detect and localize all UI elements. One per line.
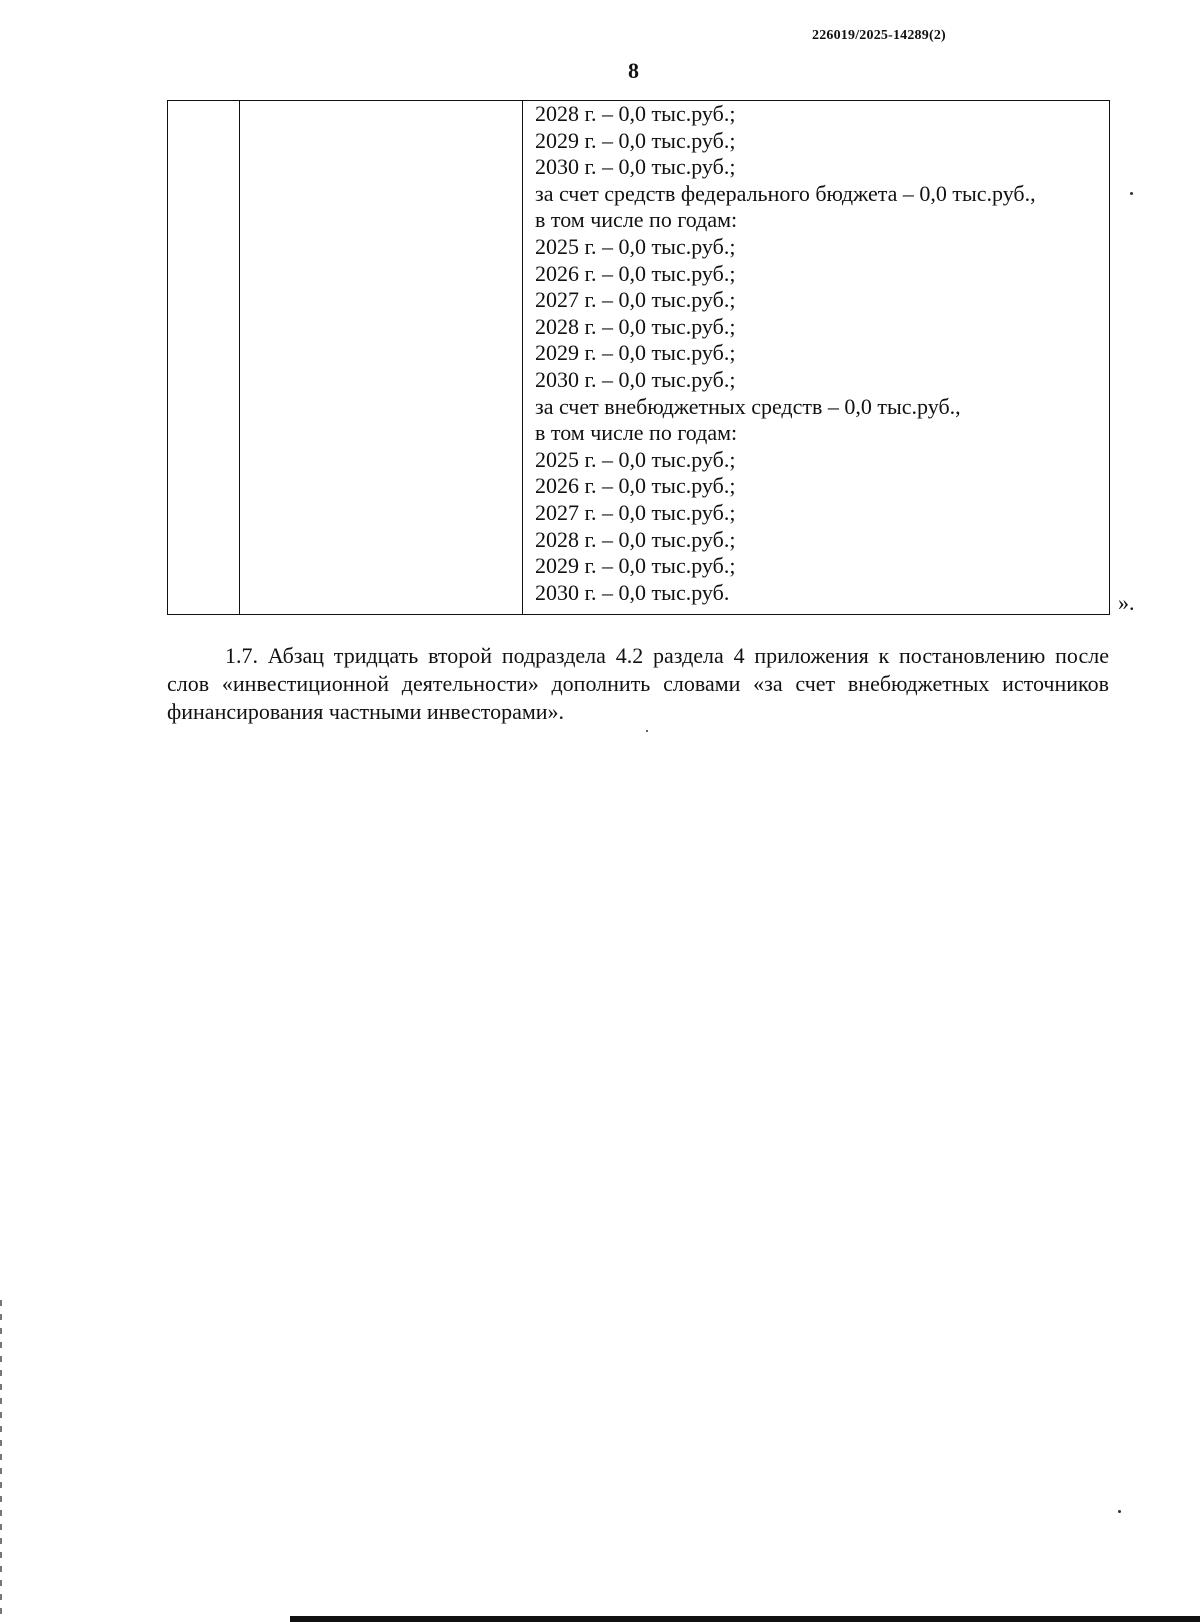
scan-edge-bottom	[290, 1616, 1200, 1622]
financing-line: за счет средств федерального бюджета – 0,0 тыс.руб.,	[535, 180, 1036, 206]
page-number: 8	[628, 58, 639, 83]
financing-lines	[523, 101, 1109, 606]
financing-line: 2025 г. – 0,0 тыс.руб.;	[535, 233, 736, 259]
financing-line: 2029 г. – 0,0 тыс.руб.;	[535, 340, 736, 366]
financing-line: 2028 г. – 0,0 тыс.руб.;	[535, 101, 736, 126]
financing-line: 2030 г. – 0,0 тыс.руб.	[535, 579, 730, 605]
financing-line: в том числе по годам:	[535, 207, 738, 233]
financing-line: 2026 г. – 0,0 тыс.руб.;	[535, 473, 736, 499]
table-cell-financing	[523, 101, 1110, 615]
financing-line: 2026 г. – 0,0 тыс.руб.;	[535, 260, 736, 286]
amendment-paragraph: 1.7. Абзац тридцать второй подраздела 4.2 раздела 4 приложения к постановлению после слов «инвестиционной деятельности» дополнить словами «за счет внебюджетных источников финансирования частными инвесторами».	[167, 643, 1109, 724]
financing-line: 2025 г. – 0,0 тыс.руб.;	[535, 446, 736, 472]
scan-speck	[1130, 192, 1133, 195]
financing-line: 2030 г. – 0,0 тыс.руб.;	[535, 366, 736, 392]
financing-line: 2029 г. – 0,0 тыс.руб.;	[535, 553, 736, 579]
financing-line: 2028 г. – 0,0 тыс.руб.;	[535, 526, 736, 552]
table-row	[168, 101, 1110, 615]
table-cell-number	[168, 101, 240, 615]
financing-line: 2029 г. – 0,0 тыс.руб.;	[535, 127, 736, 153]
document-number: 226019/2025-14289(2)	[812, 28, 946, 43]
financing-line: в том числе по годам:	[535, 420, 738, 446]
financing-line: за счет внебюджетных средств – 0,0 тыс.руб.,	[535, 393, 961, 419]
closing-quote: ».	[1118, 590, 1135, 615]
financing-line: 2028 г. – 0,0 тыс.руб.;	[535, 313, 736, 339]
financing-line: 2027 г. – 0,0 тыс.руб.;	[535, 287, 736, 313]
scan-edge-left	[0, 1300, 2, 1622]
table-cell-name	[240, 101, 523, 615]
financing-line: 2027 г. – 0,0 тыс.руб.;	[535, 499, 736, 525]
financing-line: 2030 г. – 0,0 тыс.руб.;	[535, 154, 736, 180]
scan-speck	[1118, 1510, 1121, 1513]
scan-speck	[646, 730, 648, 732]
financing-table	[167, 100, 1110, 615]
